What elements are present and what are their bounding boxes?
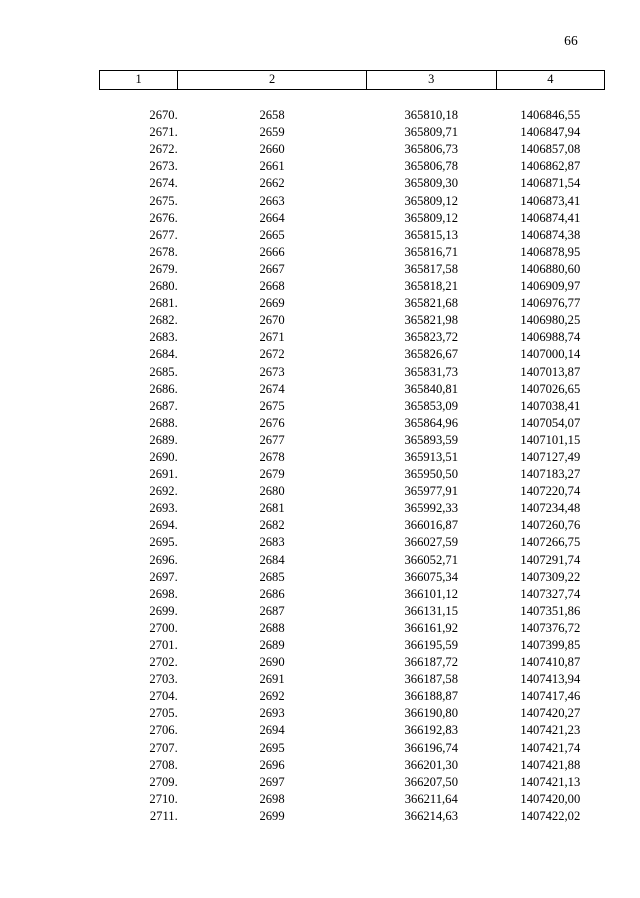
table-cell: 2687. <box>149 398 178 413</box>
table-cell: 366131,15 <box>404 603 459 618</box>
table-cell: 2695. <box>149 535 178 550</box>
coordinates-table-container <box>99 70 605 825</box>
table-cell: 366101,12 <box>404 586 459 601</box>
table-cell: 1406878,95 <box>520 244 581 259</box>
table-row <box>100 705 605 722</box>
table-cell: 2684 <box>259 552 285 567</box>
table-cell: 365913,51 <box>404 449 459 464</box>
table-cell: 2693 <box>259 706 285 721</box>
table-cell: 365809,71 <box>404 125 459 140</box>
table-row <box>100 364 605 381</box>
table-cell: 1406880,60 <box>520 261 581 276</box>
table-header-row <box>100 71 605 90</box>
table-cell: 1407376,72 <box>520 620 581 635</box>
table-row <box>100 569 605 586</box>
table-cell: 1407309,22 <box>520 569 581 584</box>
table-header <box>100 71 605 90</box>
table-cell: 365815,13 <box>404 227 459 242</box>
table-cell: 2679. <box>149 261 178 276</box>
table-cell: 365823,72 <box>404 330 459 345</box>
table-cell: 366192,83 <box>404 723 459 738</box>
table-cell: 366211,64 <box>404 791 458 806</box>
table-row <box>100 449 605 466</box>
table-row <box>100 671 605 688</box>
table-spacer-row <box>100 90 605 108</box>
table-cell: 2684. <box>149 347 178 362</box>
table-cell: 365840,81 <box>404 381 459 396</box>
table-row <box>100 637 605 654</box>
table-cell: 365810,18 <box>404 108 459 123</box>
table-cell: 1407038,41 <box>520 398 581 413</box>
table-cell: 2661 <box>259 159 285 174</box>
table-row <box>100 586 605 603</box>
table-cell: 365992,33 <box>404 501 459 516</box>
table-cell: 2686 <box>259 586 285 601</box>
table-cell: 2670. <box>149 108 178 123</box>
table-cell: 2678. <box>149 244 178 259</box>
table-cell: 2681 <box>259 501 285 516</box>
table-cell: 2672. <box>149 142 178 157</box>
table-cell: 2687 <box>259 603 285 618</box>
page-number: 66 <box>564 33 578 48</box>
table-cell: 2663 <box>259 193 285 208</box>
table-cell: 2669 <box>259 296 285 311</box>
table-cell: 2710. <box>149 791 178 806</box>
table-cell: 1407234,48 <box>520 501 581 516</box>
table-cell: 365821,98 <box>404 313 459 328</box>
table-cell: 2705. <box>149 706 178 721</box>
table-cell: 2675 <box>259 398 285 413</box>
table-row <box>100 210 605 227</box>
table-row <box>100 415 605 432</box>
table-cell: 2691 <box>259 672 285 687</box>
table-cell: 2700. <box>149 620 178 635</box>
table-row <box>100 398 605 415</box>
table-cell: 2688. <box>149 415 178 430</box>
table-cell: 2666 <box>259 244 285 259</box>
table-row <box>100 517 605 534</box>
table-cell: 1407054,07 <box>520 415 581 430</box>
table-cell: 1407013,87 <box>520 364 581 379</box>
table-cell: 2674 <box>259 381 285 396</box>
table-cell: 2681. <box>149 296 178 311</box>
table-cell: 2674. <box>149 176 178 191</box>
table-cell: 365806,73 <box>404 142 459 157</box>
table-row <box>100 278 605 295</box>
coordinates-table <box>99 70 605 825</box>
table-cell: 2680 <box>259 484 285 499</box>
table-cell: 1407220,74 <box>520 484 581 499</box>
table-cell: 2683. <box>149 330 178 345</box>
table-cell: 2671 <box>259 330 285 345</box>
table-cell: 2708. <box>149 757 178 772</box>
table-cell: 1406857,08 <box>520 142 581 157</box>
table-cell: 1406873,41 <box>520 193 581 208</box>
table-cell: 365809,30 <box>404 176 459 191</box>
table-cell: 2673 <box>259 364 285 379</box>
table-cell: 366207,50 <box>404 774 459 789</box>
table-cell: 2664 <box>259 210 285 225</box>
table-cell: 2699. <box>149 603 178 618</box>
table-cell: 1406988,74 <box>520 330 581 345</box>
table-row <box>100 432 605 449</box>
table-cell: 365831,73 <box>404 364 459 379</box>
column-header-1: 1 <box>100 71 178 90</box>
table-cell: 2665 <box>259 227 285 242</box>
table-cell: 2673. <box>149 159 178 174</box>
table-row <box>100 757 605 774</box>
table-row <box>100 620 605 637</box>
table-cell: 2686. <box>149 381 178 396</box>
table-cell: 2706. <box>149 723 178 738</box>
table-row <box>100 141 605 158</box>
table-cell: 2690 <box>259 655 285 670</box>
table-cell: 1407420,00 <box>520 791 581 806</box>
table-cell: 1407421,88 <box>520 757 581 772</box>
table-cell: 2692 <box>259 689 285 704</box>
table-cell: 2675. <box>149 193 178 208</box>
table-row <box>100 466 605 483</box>
table-row <box>100 483 605 500</box>
table-cell: 365817,58 <box>404 261 459 276</box>
table-cell: 2699 <box>259 808 285 823</box>
table-cell: 366190,80 <box>404 706 459 721</box>
table-cell: 1407291,74 <box>520 552 581 567</box>
table-cell: 2693. <box>149 501 178 516</box>
table-cell: 2691. <box>149 467 178 482</box>
table-row <box>100 295 605 312</box>
table-cell: 2659 <box>259 125 285 140</box>
table-cell: 365853,09 <box>404 398 459 413</box>
column-header-4: 4 <box>496 71 604 90</box>
table-cell: 1407420,27 <box>520 706 581 721</box>
table-cell: 2703. <box>149 672 178 687</box>
table-cell: 2692. <box>149 484 178 499</box>
table-row <box>100 244 605 261</box>
table-cell: 365826,67 <box>404 347 459 362</box>
table-cell: 1406862,87 <box>520 159 581 174</box>
table-cell: 366214,63 <box>404 808 459 823</box>
table-row <box>100 500 605 517</box>
table-cell: 1407422,02 <box>520 808 581 823</box>
table-cell: 2698. <box>149 586 178 601</box>
table-row <box>100 740 605 757</box>
table-cell: 365864,96 <box>404 415 459 430</box>
table-cell: 1407413,94 <box>520 672 581 687</box>
column-header-2: 2 <box>178 71 367 90</box>
table-cell: 2704. <box>149 689 178 704</box>
table-cell: 2677 <box>259 432 285 447</box>
table-cell: 1407351,86 <box>520 603 581 618</box>
table-cell: 365950,50 <box>404 467 459 482</box>
table-cell: 2707. <box>149 740 178 755</box>
table-cell: 1407421,13 <box>520 774 581 789</box>
table-cell: 1406871,54 <box>520 176 581 191</box>
table-cell: 2696 <box>259 757 285 772</box>
table-cell: 2690. <box>149 449 178 464</box>
table-cell: 366027,59 <box>404 535 459 550</box>
table-row <box>100 552 605 569</box>
table-row <box>100 534 605 551</box>
table-cell: 1407266,75 <box>520 535 581 550</box>
table-cell: 1407417,46 <box>520 689 581 704</box>
table-row <box>100 124 605 141</box>
table-cell: 2709. <box>149 774 178 789</box>
table-cell: 366075,34 <box>404 569 459 584</box>
table-cell: 365806,78 <box>404 159 459 174</box>
table-cell: 2683 <box>259 535 285 550</box>
table-row <box>100 227 605 244</box>
table-cell: 366187,58 <box>404 672 459 687</box>
table-row <box>100 381 605 398</box>
table-cell: 1406874,41 <box>520 210 581 225</box>
table-cell: 1407260,76 <box>520 518 581 533</box>
table-cell: 1407327,74 <box>520 586 581 601</box>
table-cell: 2701. <box>149 638 178 652</box>
table-cell: 365821,68 <box>404 296 459 311</box>
table-row <box>100 312 605 329</box>
table-cell: 2696. <box>149 552 178 567</box>
table-cell: 1407127,49 <box>520 449 581 464</box>
table-cell: 2676. <box>149 210 178 225</box>
table-cell: 366196,74 <box>404 740 459 755</box>
table-cell: 2697 <box>259 774 285 789</box>
table-cell: 1407000,14 <box>520 347 581 362</box>
table-row <box>100 329 605 346</box>
table-row <box>100 654 605 671</box>
table-cell: 366195,59 <box>404 638 459 652</box>
table-cell: 1407399,85 <box>520 638 581 652</box>
table-cell: 1406976,77 <box>520 296 581 311</box>
table-cell: 2662 <box>259 176 285 191</box>
table-cell: 2672 <box>259 347 285 362</box>
table-cell: 365816,71 <box>404 244 459 259</box>
column-header-3: 3 <box>366 71 496 90</box>
table-body <box>100 90 605 826</box>
table-cell: 2688 <box>259 620 285 635</box>
table-cell: 2667 <box>259 261 285 276</box>
table-cell: 2660 <box>259 142 285 157</box>
table-cell: 2676 <box>259 415 285 430</box>
table-row <box>100 193 605 210</box>
table-row <box>100 774 605 791</box>
table-cell: 1407421,23 <box>520 723 581 738</box>
table-cell: 365818,21 <box>404 279 459 294</box>
table-row <box>100 791 605 808</box>
table-cell: 1406847,94 <box>520 125 581 140</box>
table-cell: 1406874,38 <box>520 227 581 242</box>
table-row <box>100 808 605 825</box>
table-cell: 2711. <box>149 808 178 823</box>
table-cell: 2685. <box>149 364 178 379</box>
table-cell: 2694 <box>259 723 285 738</box>
table-cell: 366052,71 <box>404 552 459 567</box>
table-cell: 365893,59 <box>404 432 459 447</box>
table-cell: 2680. <box>149 279 178 294</box>
table-cell: 1407410,87 <box>520 655 581 670</box>
table-cell: 2682. <box>149 313 178 328</box>
table-cell: 2689. <box>149 432 178 447</box>
table-cell: 365809,12 <box>404 210 459 225</box>
table-cell: 365809,12 <box>404 193 459 208</box>
table-cell: 2702. <box>149 655 178 670</box>
table-cell: 2671. <box>149 125 178 140</box>
table-cell: 366161,92 <box>404 620 459 635</box>
table-row <box>100 175 605 192</box>
table-cell: 2658 <box>259 108 285 123</box>
table-row <box>100 603 605 620</box>
table-cell: 2685 <box>259 569 285 584</box>
table-cell: 2679 <box>259 467 285 482</box>
table-row <box>100 261 605 278</box>
table-cell: 2678 <box>259 449 285 464</box>
table-cell: 366201,30 <box>404 757 459 772</box>
table-cell: 1406846,55 <box>520 108 581 123</box>
table-cell: 1406980,25 <box>520 313 581 328</box>
table-row <box>100 158 605 175</box>
table-row <box>100 107 605 124</box>
table-cell: 2689 <box>259 638 285 652</box>
table-cell: 366187,72 <box>404 655 459 670</box>
table-cell: 366188,87 <box>404 689 459 704</box>
table-cell: 2677. <box>149 227 178 242</box>
table-cell: 1407183,27 <box>520 467 581 482</box>
table-cell: 1407026,65 <box>520 381 581 396</box>
table-cell: 2698 <box>259 791 285 806</box>
table-cell: 2694. <box>149 518 178 533</box>
table-cell: 1407101,15 <box>520 432 581 447</box>
table-cell: 2668 <box>259 279 285 294</box>
table-cell: 2697. <box>149 569 178 584</box>
table-cell: 365977,91 <box>404 484 459 499</box>
table-cell: 2695 <box>259 740 285 755</box>
table-row <box>100 722 605 739</box>
table-cell: 1406909,97 <box>520 279 581 294</box>
table-row <box>100 346 605 363</box>
table-cell: 2670 <box>259 313 285 328</box>
table-row <box>100 688 605 705</box>
table-cell: 366016,87 <box>404 518 459 533</box>
table-cell: 2682 <box>259 518 285 533</box>
table-cell: 1407421,74 <box>520 740 581 755</box>
